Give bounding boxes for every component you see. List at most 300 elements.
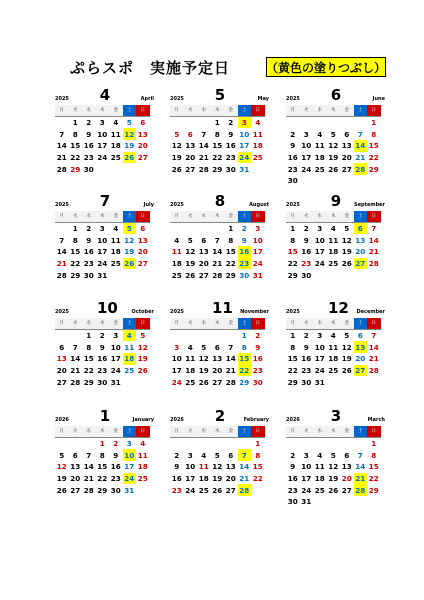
day-cell: 29: [212, 164, 223, 174]
year-label: 2026: [170, 417, 184, 423]
day-cell: 31: [252, 270, 263, 280]
empty-cell: [55, 117, 69, 129]
day-cell: 21: [56, 259, 67, 269]
day-cell: 8: [72, 129, 78, 139]
weekday-header: 月: [286, 318, 300, 330]
month-header: [170, 295, 269, 317]
day-cell: 8: [255, 450, 261, 460]
day-cell: 14: [225, 354, 236, 364]
day-cell: 3: [174, 342, 180, 352]
day-cell: 30: [225, 164, 236, 174]
day-cell: 18: [328, 354, 339, 364]
day-cell: 11: [124, 342, 135, 352]
day-cell: 21: [198, 153, 209, 163]
day-cell: 6: [187, 129, 193, 139]
weekday-header: 水: [197, 318, 211, 330]
scheduled-day: 4: [123, 330, 137, 342]
day-cell: 11: [328, 235, 339, 245]
day-cell: 6: [214, 342, 220, 352]
day-cell: 22: [70, 259, 81, 269]
day-cell: 3: [303, 450, 309, 460]
day-cell: 16: [287, 474, 298, 484]
empty-cell: [313, 117, 327, 129]
day-cell: 30: [287, 176, 298, 186]
day-cell: 16: [171, 474, 182, 484]
day-cell: 15: [70, 247, 81, 257]
weekday-header: 金: [340, 426, 354, 438]
day-cell: 2: [303, 224, 309, 234]
day-cell: 2: [113, 439, 119, 449]
month-number: 8: [214, 192, 226, 210]
day-cell: 18: [110, 247, 121, 257]
scheduled-day: 7: [238, 449, 252, 461]
day-cell: 1: [214, 118, 220, 128]
day-cell: 17: [252, 247, 263, 257]
empty-cell: [313, 438, 327, 450]
day-cell: 18: [185, 366, 196, 376]
day-cell: 4: [140, 439, 146, 449]
day-cell: 30: [83, 270, 94, 280]
year-label: 2025: [286, 202, 300, 208]
day-cell: 2: [174, 450, 180, 460]
day-cell: 19: [212, 474, 223, 484]
month-header: [286, 82, 385, 104]
day-cell: 11: [314, 141, 325, 151]
day-cell: 7: [201, 129, 207, 139]
day-cell: 2: [290, 129, 296, 139]
day-cell: 10: [252, 235, 263, 245]
scheduled-day: 26: [124, 259, 135, 269]
day-cell: 20: [198, 259, 209, 269]
weekday-header: 金: [109, 211, 123, 223]
day-cell: 28: [212, 270, 223, 280]
year-label: 2025: [55, 96, 69, 102]
day-cell: 25: [328, 259, 339, 269]
day-cell: 25: [252, 153, 263, 163]
weekday-header: 火: [69, 211, 83, 223]
year-label: 2025: [170, 96, 184, 102]
day-cell: 18: [137, 462, 148, 472]
day-grid: [55, 318, 154, 388]
day-cell: 5: [214, 450, 220, 460]
day-cell: 27: [212, 377, 223, 387]
day-cell: 22: [83, 366, 94, 376]
scheduled-day: 28: [355, 164, 366, 174]
month-calendar: [55, 82, 154, 175]
weekday-header: 火: [300, 318, 314, 330]
month-english-name: May: [257, 96, 269, 102]
weekday-header: 日: [136, 318, 150, 330]
day-cell: 6: [344, 450, 350, 460]
day-cell: 29: [287, 270, 298, 280]
month-header: [170, 188, 269, 210]
day-cell: 3: [255, 224, 261, 234]
weekday-header: 月: [170, 105, 184, 117]
day-cell: 10: [110, 342, 121, 352]
month-calendar: [170, 188, 269, 281]
day-cell: 21: [368, 354, 379, 364]
weekday-header: 日: [136, 426, 150, 438]
day-cell: 4: [187, 342, 193, 352]
day-cell: 11: [252, 129, 263, 139]
day-cell: 8: [72, 235, 78, 245]
day-cell: 18: [328, 247, 339, 257]
day-cell: 28: [368, 366, 379, 376]
day-cell: 12: [328, 462, 339, 472]
day-cell: 17: [301, 153, 312, 163]
month-number: 7: [99, 192, 111, 210]
day-cell: 28: [56, 270, 67, 280]
weekday-header: 水: [197, 105, 211, 117]
day-cell: 11: [185, 354, 196, 364]
day-cell: 2: [255, 331, 261, 341]
day-cell: 30: [301, 377, 312, 387]
weekday-header: 火: [69, 318, 83, 330]
day-cell: 30: [287, 497, 298, 507]
day-cell: 15: [287, 247, 298, 257]
day-cell: 29: [287, 377, 298, 387]
day-grid: [55, 105, 154, 175]
day-cell: 22: [252, 474, 263, 484]
weekday-header: 土: [354, 211, 368, 223]
day-cell: 23: [110, 474, 121, 484]
day-cell: 9: [174, 462, 180, 472]
day-cell: 5: [174, 129, 180, 139]
day-cell: 6: [140, 118, 146, 128]
day-cell: 12: [56, 462, 67, 472]
day-cell: 9: [86, 129, 92, 139]
month-english-name: October: [131, 309, 154, 315]
day-cell: 16: [287, 153, 298, 163]
empty-cell: [197, 330, 211, 342]
day-cell: 22: [97, 474, 108, 484]
scheduled-day: 21: [355, 474, 366, 484]
day-cell: 18: [171, 259, 182, 269]
day-cell: 6: [72, 450, 78, 460]
weekday-header: 木: [327, 426, 341, 438]
day-cell: 9: [290, 141, 296, 151]
month-calendar: [286, 82, 385, 187]
day-cell: 27: [70, 485, 81, 495]
month-english-name: June: [372, 96, 385, 102]
day-cell: 2: [241, 224, 247, 234]
day-cell: 3: [187, 450, 193, 460]
weekday-header: 木: [327, 318, 341, 330]
weekday-header: 月: [286, 105, 300, 117]
day-cell: 3: [317, 331, 323, 341]
day-cell: 23: [225, 153, 236, 163]
weekday-header: 土: [238, 211, 252, 223]
day-cell: 19: [124, 141, 135, 151]
month-calendar: [286, 295, 385, 388]
day-cell: 21: [56, 153, 67, 163]
weekday-header: 火: [184, 426, 198, 438]
day-cell: 26: [56, 485, 67, 495]
day-cell: 20: [185, 153, 196, 163]
day-cell: 30: [110, 485, 121, 495]
month-header: [286, 403, 385, 425]
day-cell: 13: [225, 462, 236, 472]
day-cell: 8: [99, 450, 105, 460]
weekday-header: 水: [82, 426, 96, 438]
day-cell: 5: [187, 235, 193, 245]
month-english-name: July: [143, 202, 154, 208]
day-cell: 24: [314, 259, 325, 269]
day-cell: 31: [97, 270, 108, 280]
day-cell: 23: [287, 164, 298, 174]
scheduled-day: 12: [124, 129, 135, 139]
month-calendar: [170, 295, 269, 388]
day-cell: 2: [290, 450, 296, 460]
day-cell: 25: [328, 366, 339, 376]
scheduled-day: 5: [123, 223, 137, 235]
day-cell: 25: [314, 485, 325, 495]
day-cell: 10: [97, 129, 108, 139]
day-cell: 19: [56, 474, 67, 484]
day-cell: 25: [185, 377, 196, 387]
day-cell: 4: [317, 450, 323, 460]
day-cell: 1: [290, 331, 296, 341]
weekday-header: 土: [123, 426, 137, 438]
day-cell: 10: [314, 342, 325, 352]
day-cell: 11: [110, 235, 121, 245]
scheduled-day: 22: [239, 366, 250, 376]
day-cell: 3: [113, 331, 119, 341]
day-cell: 27: [185, 164, 196, 174]
day-cell: 11: [314, 462, 325, 472]
weekday-header: 月: [286, 211, 300, 223]
month-calendar: [286, 403, 385, 508]
day-cell: 16: [252, 354, 263, 364]
day-cell: 5: [140, 331, 146, 341]
day-cell: 15: [225, 247, 236, 257]
day-cell: 24: [171, 377, 182, 387]
day-cell: 22: [287, 259, 298, 269]
day-cell: 9: [99, 342, 105, 352]
day-cell: 22: [368, 153, 379, 163]
day-cell: 28: [225, 377, 236, 387]
day-cell: 22: [212, 153, 223, 163]
day-cell: 27: [341, 485, 352, 495]
day-cell: 22: [287, 366, 298, 376]
month-header: [170, 82, 269, 104]
day-cell: 4: [113, 118, 119, 128]
day-cell: 15: [252, 462, 263, 472]
empty-cell: [211, 438, 225, 450]
day-cell: 13: [341, 141, 352, 151]
day-cell: 7: [228, 342, 234, 352]
day-grid: [286, 105, 385, 187]
day-cell: 4: [330, 331, 336, 341]
day-cell: 14: [70, 354, 81, 364]
day-cell: 17: [239, 141, 250, 151]
day-cell: 20: [341, 153, 352, 163]
day-cell: 29: [70, 270, 81, 280]
weekday-header: 日: [367, 426, 381, 438]
day-cell: 1: [290, 224, 296, 234]
scheduled-day: 27: [355, 259, 366, 269]
day-cell: 10: [185, 462, 196, 472]
day-cell: 13: [56, 354, 67, 364]
day-cell: 25: [314, 164, 325, 174]
day-cell: 15: [368, 462, 379, 472]
weekday-header: 土: [123, 105, 137, 117]
day-cell: 28: [83, 485, 94, 495]
day-cell: 10: [314, 235, 325, 245]
day-cell: 31: [239, 164, 250, 174]
month-calendar: [55, 403, 154, 496]
day-cell: 25: [171, 270, 182, 280]
month-number: 12: [328, 299, 349, 317]
day-cell: 1: [228, 224, 234, 234]
day-cell: 10: [239, 129, 250, 139]
day-cell: 24: [97, 259, 108, 269]
day-cell: 20: [137, 141, 148, 151]
weekday-header: 水: [313, 426, 327, 438]
day-cell: 19: [328, 153, 339, 163]
day-cell: 31: [110, 377, 121, 387]
empty-cell: [197, 223, 211, 235]
empty-cell: [69, 330, 83, 342]
weekday-header: 木: [211, 211, 225, 223]
day-cell: 8: [290, 235, 296, 245]
day-cell: 9: [113, 450, 119, 460]
weekday-header: 土: [354, 426, 368, 438]
weekday-header: 火: [184, 318, 198, 330]
day-cell: 12: [212, 462, 223, 472]
day-cell: 9: [86, 235, 92, 245]
weekday-header: 日: [367, 105, 381, 117]
day-cell: 8: [371, 129, 377, 139]
day-cell: 6: [59, 342, 65, 352]
day-cell: 23: [301, 366, 312, 376]
day-cell: 1: [86, 331, 92, 341]
day-cell: 23: [301, 259, 312, 269]
day-cell: 21: [368, 247, 379, 257]
day-cell: 25: [124, 366, 135, 376]
empty-cell: [184, 438, 198, 450]
day-cell: 14: [56, 247, 67, 257]
day-cell: 4: [113, 224, 119, 234]
day-cell: 21: [212, 259, 223, 269]
day-cell: 11: [198, 462, 209, 472]
day-cell: 12: [171, 141, 182, 151]
day-cell: 28: [56, 164, 67, 174]
day-cell: 16: [301, 247, 312, 257]
month-header: [286, 295, 385, 317]
day-cell: 4: [174, 235, 180, 245]
weekday-header: 日: [367, 318, 381, 330]
weekday-header: 月: [170, 318, 184, 330]
day-cell: 20: [355, 354, 366, 364]
day-cell: 12: [185, 247, 196, 257]
weekday-header: 金: [109, 105, 123, 117]
empty-cell: [286, 438, 300, 450]
day-cell: 21: [355, 153, 366, 163]
day-cell: 19: [124, 247, 135, 257]
day-cell: 4: [330, 224, 336, 234]
day-cell: 12: [341, 342, 352, 352]
day-cell: 28: [368, 259, 379, 269]
day-cell: 7: [59, 129, 65, 139]
month-calendar: [170, 403, 269, 496]
empty-cell: [224, 330, 238, 342]
day-cell: 22: [70, 153, 81, 163]
day-cell: 6: [201, 235, 207, 245]
weekday-header: 木: [96, 105, 110, 117]
day-cell: 19: [137, 354, 148, 364]
day-cell: 13: [212, 354, 223, 364]
weekday-header: 日: [251, 318, 265, 330]
day-cell: 5: [330, 450, 336, 460]
day-cell: 27: [198, 270, 209, 280]
weekday-header: 水: [82, 105, 96, 117]
weekday-header: 土: [238, 318, 252, 330]
day-cell: 7: [357, 129, 363, 139]
day-cell: 5: [344, 224, 350, 234]
day-cell: 18: [314, 153, 325, 163]
day-cell: 1: [241, 331, 247, 341]
day-cell: 26: [198, 377, 209, 387]
day-cell: 5: [201, 342, 207, 352]
day-cell: 7: [371, 331, 377, 341]
weekday-header: 月: [55, 318, 69, 330]
day-cell: 14: [368, 235, 379, 245]
scheduled-day: 16: [239, 247, 250, 257]
day-cell: 17: [314, 354, 325, 364]
scheduled-day: 14: [355, 141, 366, 151]
weekday-header: 木: [96, 211, 110, 223]
day-cell: 13: [341, 462, 352, 472]
month-english-name: August: [249, 202, 269, 208]
month-calendar: [55, 295, 154, 388]
day-cell: 29: [368, 164, 379, 174]
day-cell: 8: [290, 342, 296, 352]
scheduled-day: 18: [124, 354, 135, 364]
day-cell: 27: [225, 485, 236, 495]
day-cell: 28: [70, 377, 81, 387]
weekday-header: 金: [109, 426, 123, 438]
day-cell: 2: [86, 118, 92, 128]
day-cell: 5: [330, 129, 336, 139]
day-cell: 24: [301, 485, 312, 495]
day-cell: 16: [301, 354, 312, 364]
day-cell: 15: [97, 462, 108, 472]
day-cell: 12: [328, 141, 339, 151]
day-cell: 24: [185, 485, 196, 495]
day-cell: 6: [357, 331, 363, 341]
day-cell: 21: [83, 474, 94, 484]
day-cell: 27: [341, 164, 352, 174]
day-cell: 12: [198, 354, 209, 364]
weekday-header: 金: [340, 211, 354, 223]
day-cell: 25: [198, 485, 209, 495]
month-header: [55, 403, 154, 425]
day-cell: 20: [225, 474, 236, 484]
legend-note: （黄色の塗りつぶし）: [266, 57, 386, 77]
day-cell: 15: [83, 354, 94, 364]
day-cell: 29: [70, 164, 81, 174]
scheduled-day: 28: [355, 485, 366, 495]
day-cell: 3: [99, 118, 105, 128]
day-cell: 3: [303, 129, 309, 139]
month-number: 9: [330, 192, 342, 210]
day-cell: 26: [328, 485, 339, 495]
year-label: 2026: [55, 417, 69, 423]
month-header: [55, 82, 154, 104]
empty-cell: [211, 330, 225, 342]
day-cell: 29: [225, 270, 236, 280]
